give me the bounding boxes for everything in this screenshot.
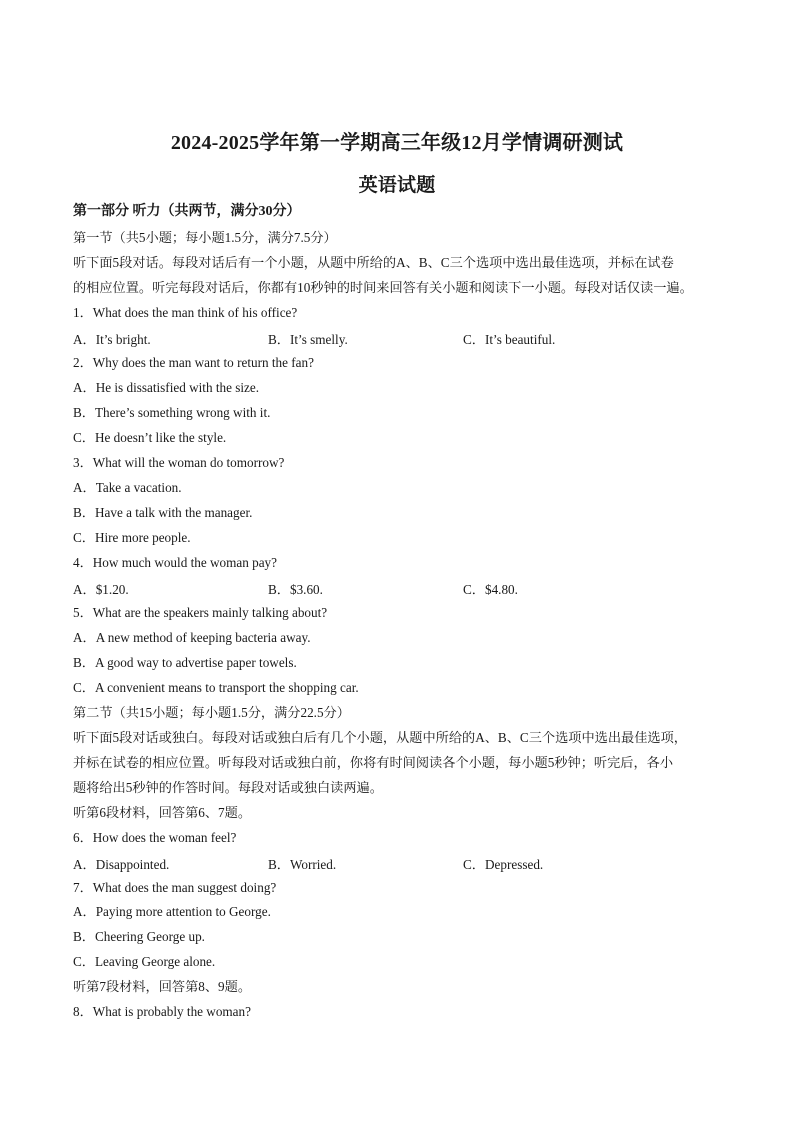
question-8-stem: 8．What is probably the woman?	[73, 1004, 251, 1019]
section-two-instruction-line: 题将给出5秒钟的作答时间。每段对话或独白读两遍。	[73, 780, 383, 795]
section-two-instruction-line: 听下面5段对话或独白。每段对话或独白后有几个小题，从题中所给的A、B、C三个选项中选出最佳选项，	[73, 730, 687, 745]
question-2-stem: 2．Why does the man want to return the fan?	[73, 355, 314, 370]
part-one-heading: 第一部分 听力（共两节，满分30分）	[73, 204, 301, 219]
section-two-heading: 第二节（共15小题；每小题1.5分，满分22.5分）	[73, 705, 350, 720]
question-5-option-a: A．A new method of keeping bacteria away.	[73, 630, 311, 645]
option-b: B．Worried.	[268, 857, 337, 872]
material-7-intro: 听第7段材料，回答第8、9题。	[73, 979, 252, 994]
question-5-option-b: B．A good way to advertise paper towels.	[73, 655, 297, 670]
question-4-stem: 4．How much would the woman pay?	[73, 555, 278, 570]
option-a: A．$1.20.	[73, 582, 129, 597]
question-3-stem: 3．What will the woman do tomorrow?	[73, 455, 285, 470]
question-6-options	[73, 854, 733, 872]
question-3-option-b: B．Have a talk with the manager.	[73, 505, 253, 520]
question-2-option-c: C．He doesn’t like the style.	[73, 430, 227, 445]
question-4-options	[73, 579, 733, 597]
option-b: B．$3.60.	[268, 582, 323, 597]
section-two-instruction-line: 并标在试卷的相应位置。听每段对话或独白前，你将有时间阅读各个小题，每小题5秒钟；听完后，各小	[73, 755, 674, 770]
exam-subtitle: 英语试题	[358, 175, 436, 196]
section-one-instruction-line: 的相应位置。听完每段对话后，你都有10秒钟的时间来回答有关小题和阅读下一小题。每段对话仅读一遍。	[73, 280, 693, 295]
question-2-option-a: A．He is dissatisfied with the size.	[73, 380, 260, 395]
material-6-intro: 听第6段材料，回答第6、7题。	[73, 805, 252, 820]
question-2-option-b: B．There’s something wrong with it.	[73, 405, 271, 420]
question-7-option-a: A．Paying more attention to George.	[73, 904, 271, 919]
option-b: B．It’s smelly.	[268, 332, 348, 347]
option-a: A．It’s bright.	[73, 332, 151, 347]
question-7-option-c: C．Leaving George alone.	[73, 954, 216, 969]
question-1-options	[73, 329, 733, 347]
question-1-stem: 1．What does the man think of his office?	[73, 305, 298, 320]
exam-title: 2024-2025学年第一学期高三年级12月学情调研测试	[170, 132, 624, 154]
option-a: A．Disappointed.	[73, 857, 170, 872]
question-3-option-a: A．Take a vacation.	[73, 480, 182, 495]
question-6-stem: 6．How does the woman feel?	[73, 830, 237, 845]
option-c: C．Depressed.	[463, 857, 544, 872]
question-7-stem: 7．What does the man suggest doing?	[73, 880, 277, 895]
question-3-option-c: C．Hire more people.	[73, 530, 191, 545]
section-one-instruction-line: 听下面5段对话。每段对话后有一个小题，从题中所给的A、B、C三个选项中选出最佳选项，并标在试卷	[73, 255, 674, 270]
section-one-heading: 第一节（共5小题；每小题1.5分，满分7.5分）	[73, 230, 337, 245]
option-c: C．$4.80.	[463, 582, 518, 597]
option-c: C．It’s beautiful.	[463, 332, 556, 347]
question-7-option-b: B．Cheering George up.	[73, 929, 205, 944]
question-5-stem: 5．What are the speakers mainly talking about?	[73, 605, 328, 620]
question-5-option-c: C．A convenient means to transport the shopping car.	[73, 680, 359, 695]
